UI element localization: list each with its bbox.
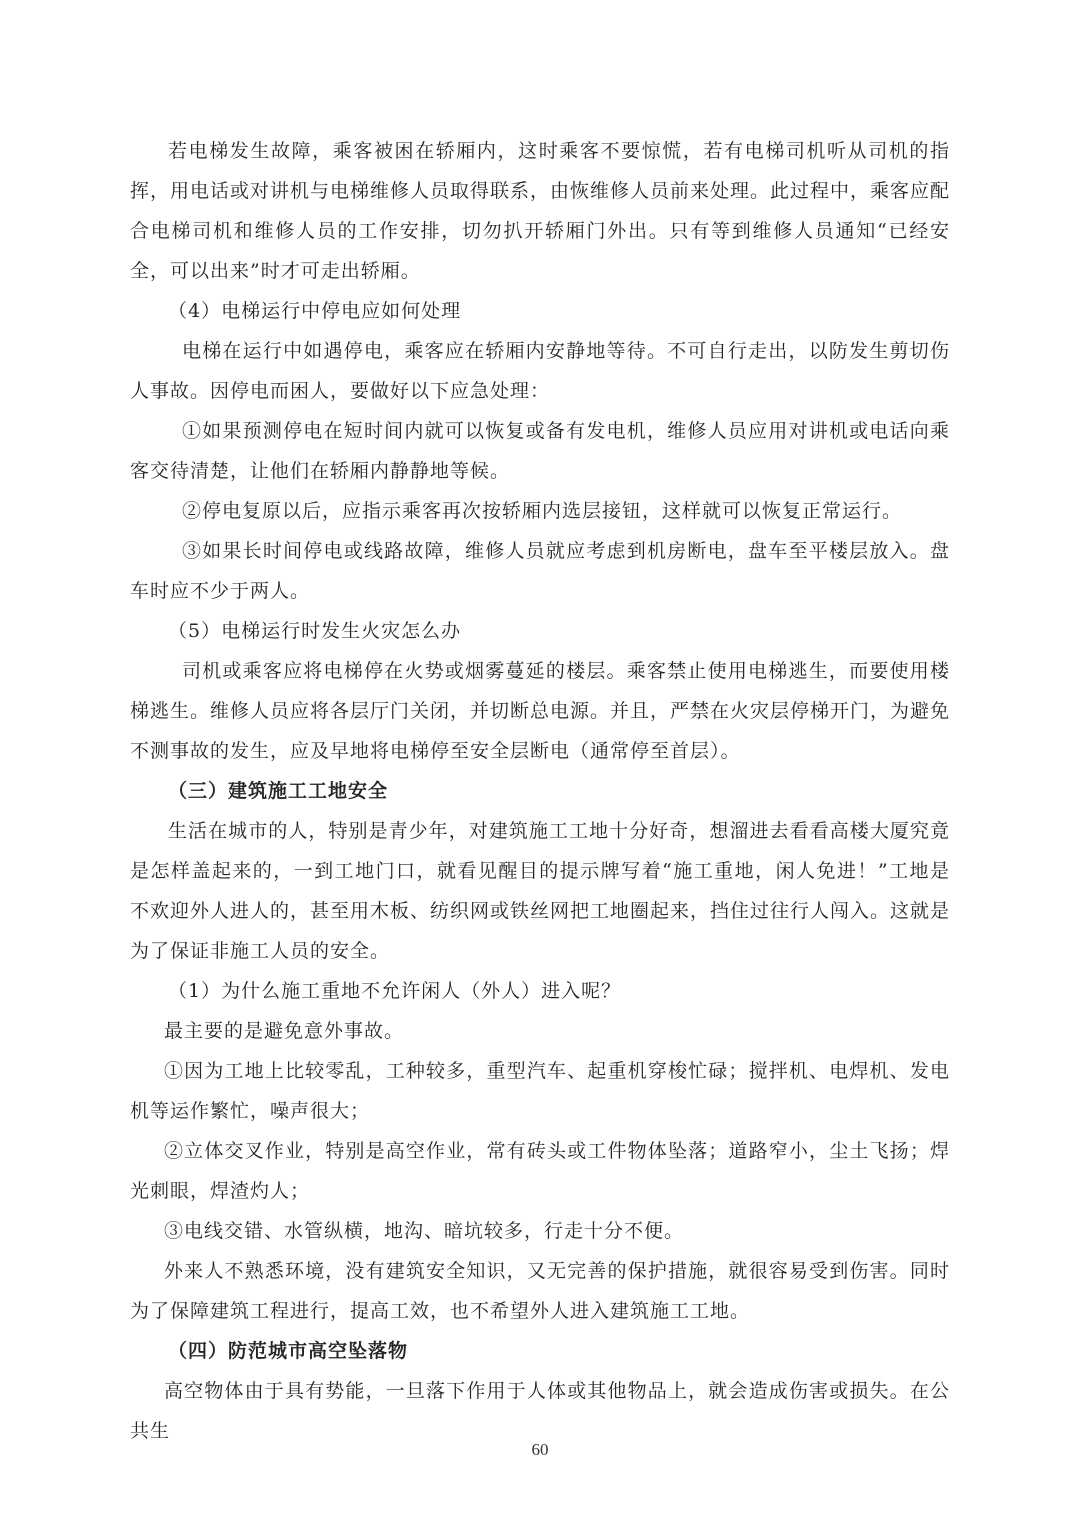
list-item-construction-1: ①因为工地上比较零乱，工种较多，重型汽车、起重机穿梭忙碌；搅拌机、电焊机、发电机等运作繁忙，噪声很大；: [130, 1060, 950, 1122]
section-heading-falling-objects: （四）防范城市高空坠落物: [168, 1340, 409, 1362]
section-heading-construction-site: （三）建筑施工工地安全: [168, 780, 389, 802]
paragraph-outsiders: 外来人不熟悉环境，没有建筑安全知识，又无完善的保护措施，就很容易受到伤害。同时为了保障建筑工程进行，提高工效，也不希望外人进入建筑施工工地。: [130, 1260, 950, 1322]
heading-no-entry-question: （1）为什么施工重地不允许闲人（外人）进入呢？: [168, 980, 622, 1002]
paragraph-construction-site: 生活在城市的人，特别是青少年，对建筑施工工地十分好奇，想溜进去看看高楼大厦究竟是怎样盖起来的，一到工地门口，就看见醒目的提示牌写着“施工重地，闲人免进！”工地是不欢迎外人进人的，甚至用木板、纺织网或铁丝网把工地圈起来，挡住过往行人闯入。这就是为了保证非施工人员的安全。: [130, 820, 951, 962]
page-number: 60: [531, 1440, 549, 1459]
list-item-outage-1: ①如果预测停电在短时间内就可以恢复或备有发电机，维修人员应用对讲机或电话向乘客交待清楚，让他们在轿厢内静静地等候。: [130, 420, 950, 482]
heading-power-outage: （4）电梯运行中停电应如何处理: [168, 300, 462, 322]
list-item-construction-2: ②立体交叉作业，特别是高空作业，常有砖头或工件物体坠落；道路窄小，尘土飞扬；焊光刺眼，焊渣灼人；: [130, 1140, 950, 1202]
paragraph-falling-objects: 高空物体由于具有势能，一旦落下作用于人体或其他物品上，就会造成伤害或损失。在公共生: [130, 1380, 950, 1442]
paragraph-power-outage: 电梯在运行中如遇停电，乘客应在轿厢内安静地等待。不可自行走出，以防发生剪切伤人事故。因停电而困人，要做好以下应急处理：: [130, 340, 950, 402]
list-item-outage-3: ③如果长时间停电或线路故障，维修人员就应考虑到机房断电，盘车至平楼层放入。盘车时应不少于两人。: [130, 540, 950, 602]
paragraph-elevator-fault: 若电梯发生故障，乘客被困在轿厢内，这时乘客不要惊慌，若有电梯司机听从司机的指挥，用电话或对讲机与电梯维修人员取得联系，由恢维修人员前来处理。此过程中，乘客应配合电梯司机和维修人员的工作安排，切勿扒开轿厢门外出。只有等到维修人员通知“已经安全，可以出来”时才可走出轿厢。: [130, 140, 951, 282]
list-item-construction-3: ③电线交错、水管纵横，地沟、暗坑较多，行走十分不便。: [164, 1220, 685, 1242]
paragraph-fire: 司机或乘客应将电梯停在火势或烟雾蔓延的楼层。乘客禁止使用电梯逃生，而要使用楼梯逃生。维修人员应将各层厅门关闭，并切断总电源。并且，严禁在火灾层停梯开门，为避免不测事故的发生，应及早地将电梯停至安全层断电（通常停至首层）。: [130, 660, 951, 762]
list-item-outage-2: ②停电复原以后，应指示乘客再次按轿厢内选层接钮，这样就可以恢复正常运行。: [182, 500, 903, 522]
heading-fire: （5）电梯运行时发生火灾怎么办: [168, 620, 462, 642]
paragraph-main-reason: 最主要的是避免意外事故。: [164, 1020, 405, 1042]
